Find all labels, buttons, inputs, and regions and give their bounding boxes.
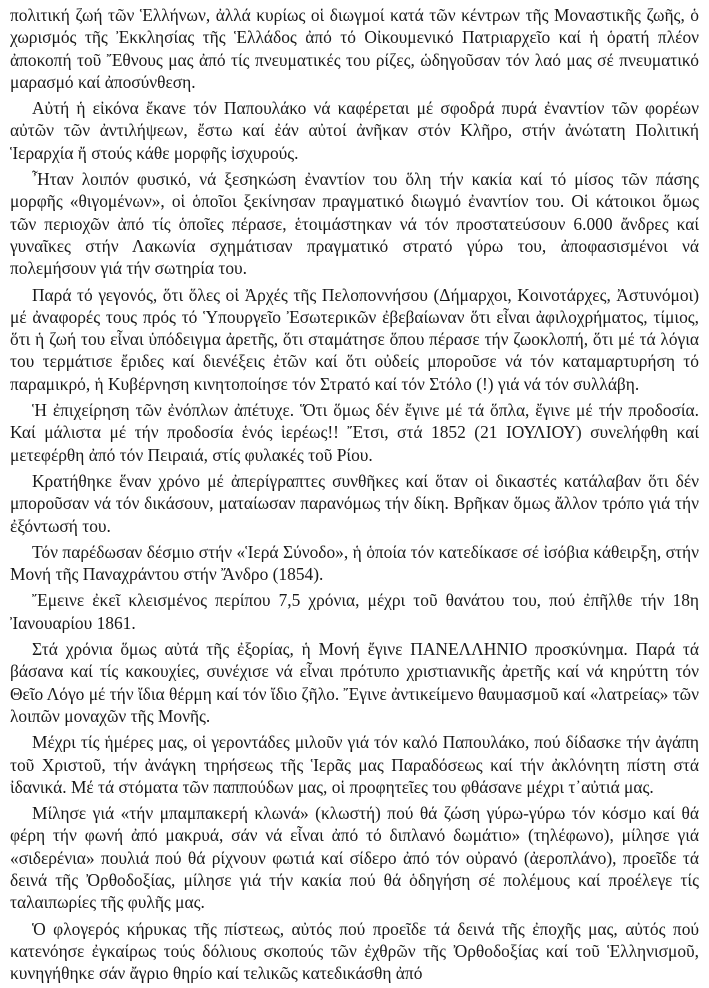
- paragraph-4: Παρά τό γεγονός, ὅτι ὅλες οἱ Ἀρχές τῆς Πελοποννήσου (Δήμαρχοι, Κοινοτάρχες, Ἀστυνόμοι) μέ ἀναφορές τους πρός τό Ὑπουργεῖο Ἐσωτερικῶν ἐβεβαίωναν ὅτι εἶναι ἀφιλοχρήματος, τίμιος, ὅτι ἡ ζωή του εἶναι ὑπόδειγμα ἀρετῆς, ὅτι σταμάτησε ὅπου πέρασε τήν ζωοκλοπή, ὅτι μέ τά λόγια του τερμάτισε ἔριδες καί διενέξεις ἐτῶν καί ὅτι οὐδείς μποροῦσε νά τόν καταμαρτυρήση τό παραμικρό, ἡ Κυβέρνηση κινητοποίησε τόν Στρατό καί τόν Στόλο (!) γιά νά τόν συλλάβη.: [10, 284, 699, 394]
- paragraph-5: Ἡ ἐπιχείρηση τῶν ἐνόπλων ἀπέτυχε. Ὅτι ὅμως δέν ἔγινε μέ τά ὅπλα, ἔγινε μέ τήν προδοσία. Καί μάλιστα μέ τήν προδοσία ἑνός ἱερέως!! Ἔτσι, στά 1852 (21 ΙΟΥΛΙΟΥ) συνελήφθη καί μετεφέρθη ἀπό τόν Πειραιά, στίς φυλακές τοῦ Ρίου.: [10, 400, 699, 465]
- paragraph-12: Ὁ φλογερός κήρυκας τῆς πίστεως, αὐτός πού προεῖδε τά δεινά τῆς ἐποχῆς μας, αὐτός πού κατενόησε ἐγκαίρως τούς δόλιους σκοπούς τῶν ἐχθρῶν τῆς Ὀρθοδοξίας καί τοῦ Ἑλληνισμοῦ, κυνηγήθηκε σάν ἄγριο θηρίο καί τελικῶς κατεδικάσθη ἀπό: [10, 918, 699, 984]
- paragraph-7: Τόν παρέδωσαν δέσμιο στήν «Ἱερά Σύνοδο», ἡ ὁποία τόν κατεδίκασε σέ ἰσόβια κάθειρξη, στήν Μονή τῆς Παναχράντου στήν Ἄνδρο (1854).: [10, 541, 699, 585]
- paragraph-2: Αὐτή ἡ εἰκόνα ἔκανε τόν Παπουλάκο νά καφέρεται μέ σφοδρά πυρά ἐναντίον τῶν φορέων αὐτῶν τῶν ἀντιλήψεων, ἔστω καί ἐάν αὐτοί ἀνῆκαν στόν Κλῆρο, στήν ἀνώτατη Πολιτική Ἱεραρχία ἤ στούς κάθε μορφῆς ἰσχυρούς.: [10, 98, 699, 163]
- paragraph-1: πολιτική ζωή τῶν Ἑλλήνων, ἀλλά κυρίως οἱ διωγμοί κατά τῶν κέντρων τῆς Μοναστικῆς ζωῆς, ὁ χωρισμός τῆς Ἐκκλησίας τῆς Ἑλλάδος ἀπό τό Οἰκουμενικό Πατριαρχεῖο καί ἡ ὁρατή πλέον ἀποκοπή τοῦ Ἔθνους μας ἀπό τίς πνευματικές του ρίζες, ὡδηγοῦσαν τόν λαό μας σέ πνευματικό μαρασμό καί ἀποσύνθεση.: [10, 5, 699, 92]
- paragraph-6: Κρατήθηκε ἕναν χρόνο μέ ἀπερίγραπτες συνθῆκες καί ὅταν οἱ δικαστές κατάλαβαν ὅτι δέν μποροῦσαν νά τόν δικάσουν, ματαίωσαν παρανόμως τήν δίκη. Βρῆκαν ὅμως ἄλλον τρόπο γιά τήν ἐξόντωσή του.: [10, 470, 699, 536]
- paragraph-3: Ἦταν λοιπόν φυσικό, νά ξεσηκώση ἐναντίον του ὅλη τήν κακία καί τό μίσος τῶν πάσης μορφῆς «θιγομένων», οἱ ὁποῖοι ξεκίνησαν πραγματικό διωγμό ἐναντίον του. Οἱ κάτοικοι ὅμως τῶν περιοχῶν ἀπό τίς ὁποῖες πέρασε, ἑτοιμάστηκαν νά τόν προστατεύσουν 6.000 ἄνδρες καί γυναῖκες στήν Λακωνία σχημάτισαν πραγματικό στρατό γύρω του, ἀποφασισμένοι νά πολεμήσουν γιά τήν σωτηρία του.: [10, 169, 699, 279]
- paragraph-9: Στά χρόνια ὅμως αὐτά τῆς ἐξορίας, ἡ Μονή ἔγινε ΠΑΝΕΛΛΗΝΙΟ προσκύνημα. Παρά τά βάσανα καί τίς κακουχίες, συνέχισε νά εἶναι πρότυπο χριστιανικῆς ἀρετῆς καί νά κηρύττη τόν Θεῖο Λόγο μέ τήν ἴδια θέρμη καί τόν ἴδιο ζῆλο. Ἔγινε ἀντικείμενο θαυμασμοῦ καί «λατρείας» τῶν λοιπῶν μοναχῶν τῆς Μονῆς.: [10, 639, 699, 726]
- paragraph-8: Ἔμεινε ἐκεῖ κλεισμένος περίπου 7,5 χρόνια, μέχρι τοῦ θανάτου του, πού ἐπῆλθε τήν 18η Ἰανουαρίου 1861.: [10, 590, 699, 633]
- paragraph-10: Μέχρι τίς ἡμέρες μας, οἱ γεροντάδες μιλοῦν γιά τόν καλό Παπουλάκο, πού δίδασκε τήν ἀγάπη τοῦ Χριστοῦ, τήν ἀνάγκη τηρήσεως τῆς Ἱερᾶς μας Παραδόσεως καί τήν ἀκλόνητη πίστη στά ἰδανικά. Μέ τά στόματα τῶν παππούδων μας, οἱ προφητεῖες του φθάσανε μέχρι τ᾽αὐτιά μας.: [10, 732, 699, 797]
- paragraph-11: Μίλησε γιά «τήν μπαμπακερή κλωνά» (κλωστή) πού θά ζώση γύρω-γύρω τόν κόσμο καί θά φέρη τήν φωνή ἀπό μακρυά, σάν νά εἶναι ἀπό τό διπλανό δωμάτιο» (τηλέφωνο), μίλησε γιά «σιδερένια» πουλιά πού θά ρίχνουν φωτιά καί σίδερο ἀπό τόν οὐρανό (ἀεροπλάνο), προεῖδε τά δεινά τῆς Ὀρθοδοξίας, μίλησε γιά τήν κακία πού θά ὁδηγήση σέ πολέμους καί προέλεγε τίς ταλαιπωρίες τῆς φυλῆς μας.: [10, 803, 699, 913]
